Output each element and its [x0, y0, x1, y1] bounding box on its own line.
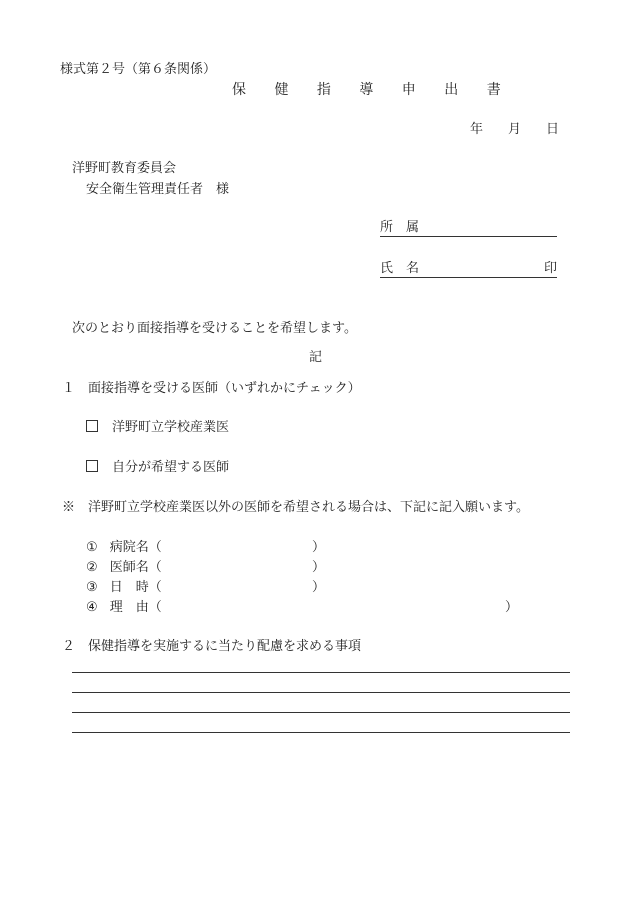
- hospital-field[interactable]: [86, 540, 162, 556]
- reason-field[interactable]: [86, 600, 162, 616]
- option-label: 自分が希望する医師: [112, 460, 230, 475]
- hospital-close: ）: [312, 540, 326, 555]
- field-label: 理 由（: [109, 600, 162, 615]
- consideration-line-4[interactable]: [72, 732, 570, 733]
- note-text: ※ 洋野町立学校産業医以外の医師を希望される場合は、下記に記入願います。: [62, 500, 529, 515]
- field-label: 病院名（: [109, 540, 162, 555]
- ki-heading: 記: [309, 350, 323, 365]
- field-number: ④: [86, 600, 98, 615]
- affiliation-label: 所 属: [380, 220, 420, 235]
- section2-heading: ２ 保健指導を実施するに当たり配慮を求める事項: [62, 639, 362, 654]
- field-number: ①: [86, 540, 98, 555]
- field-label: 医師名（: [109, 560, 162, 575]
- addressee-person: 安全衛生管理責任者 様: [86, 182, 230, 197]
- date-month: 月: [508, 122, 522, 137]
- checkbox-icon[interactable]: [86, 460, 98, 472]
- field-number: ②: [86, 560, 98, 575]
- doctor-field[interactable]: [86, 560, 162, 576]
- option-own-doctor[interactable]: [86, 460, 229, 476]
- datetime-close: ）: [312, 580, 326, 595]
- addressee-org: 洋野町教育委員会: [72, 161, 177, 176]
- intro-text: 次のとおり面接指導を受けることを希望します。: [72, 321, 357, 336]
- reason-close: ）: [505, 600, 519, 615]
- document-title: 保 健 指 導 申 出 書: [232, 82, 513, 98]
- date-year: 年: [470, 122, 484, 137]
- section1-heading: １ 面接指導を受ける医師（いずれかにチェック）: [62, 381, 361, 396]
- name-label: 氏 名: [380, 261, 420, 276]
- affiliation-field[interactable]: [380, 220, 557, 237]
- date-day: 日: [546, 122, 560, 137]
- name-field[interactable]: [380, 261, 557, 278]
- checkbox-icon[interactable]: [86, 420, 98, 432]
- option-school-doctor[interactable]: [86, 420, 229, 436]
- form-number: 様式第２号（第６条関係）: [60, 62, 217, 77]
- field-number: ③: [86, 580, 98, 595]
- option-label: 洋野町立学校産業医: [112, 420, 230, 435]
- seal-mark: 印: [543, 261, 557, 276]
- field-label: 日 時（: [109, 580, 162, 595]
- consideration-line-2[interactable]: [72, 692, 570, 693]
- doctor-close: ）: [312, 560, 326, 575]
- consideration-line-1[interactable]: [72, 672, 570, 673]
- datetime-field[interactable]: [86, 580, 162, 596]
- consideration-line-3[interactable]: [72, 712, 570, 713]
